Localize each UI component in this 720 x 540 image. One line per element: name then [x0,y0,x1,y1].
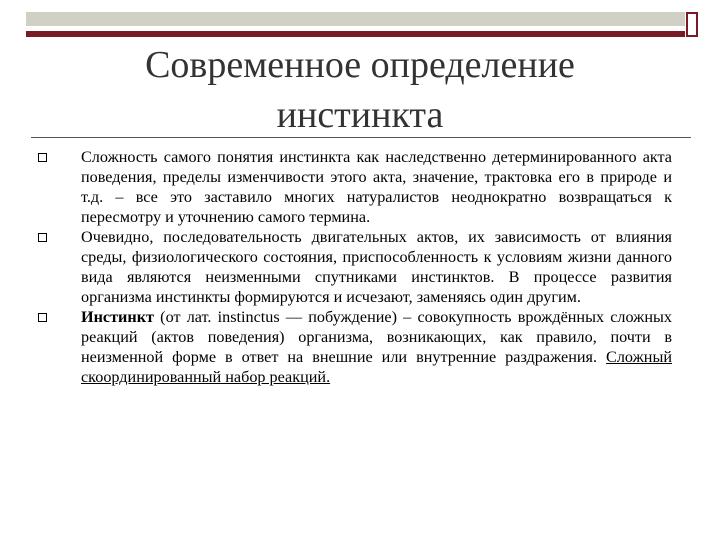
bullet-item-sequence [38,227,672,307]
defined-term: Инстинкт [81,308,154,326]
bullet-text: Очевидно, последовательность двигательных актов, их зависимость от влияния среды, физиологического состояния, приспособленность к условиям жизни данного вида являются неизменными спутниками инстинктов. В процессе развития организма инстинкты формируются и исчезают, заменяясь один другим. [81,228,672,306]
square-bullet-icon [38,233,47,242]
slide-title-line-2: инстинкта [276,94,444,136]
slide-title-line-1: Современное определение [145,44,575,86]
slide-title [80,40,640,140]
header-accent-line [26,31,685,37]
bullet-text: Сложность самого понятия инстинкта как наследственно детерминированного акта поведения, пределы изменчивости этого акта, значение, трактовка его в природе и т.д. – все это заставило многих натуралистов неоднократно возвращаться к пересмотру и уточнению самого термина. [81,148,672,226]
square-bullet-icon [38,153,47,162]
header-corner-box [686,12,698,37]
bullet-item-complexity [38,147,672,227]
underlined-phrase: Сложный скоординированный набор реакций. [81,348,672,386]
header-band [26,12,685,26]
title-divider [31,137,691,138]
bullet-item-definition [38,307,672,387]
definition-text: (от лат. instinctus — побуждение) – совокупность врождённых сложных реакций (актов поведения) организма, возникающих, как правило, почти в неизменной форме в ответ на внешние или внутренние раздражения. [81,308,672,366]
square-bullet-icon [38,313,47,322]
bullet-list [38,147,672,387]
